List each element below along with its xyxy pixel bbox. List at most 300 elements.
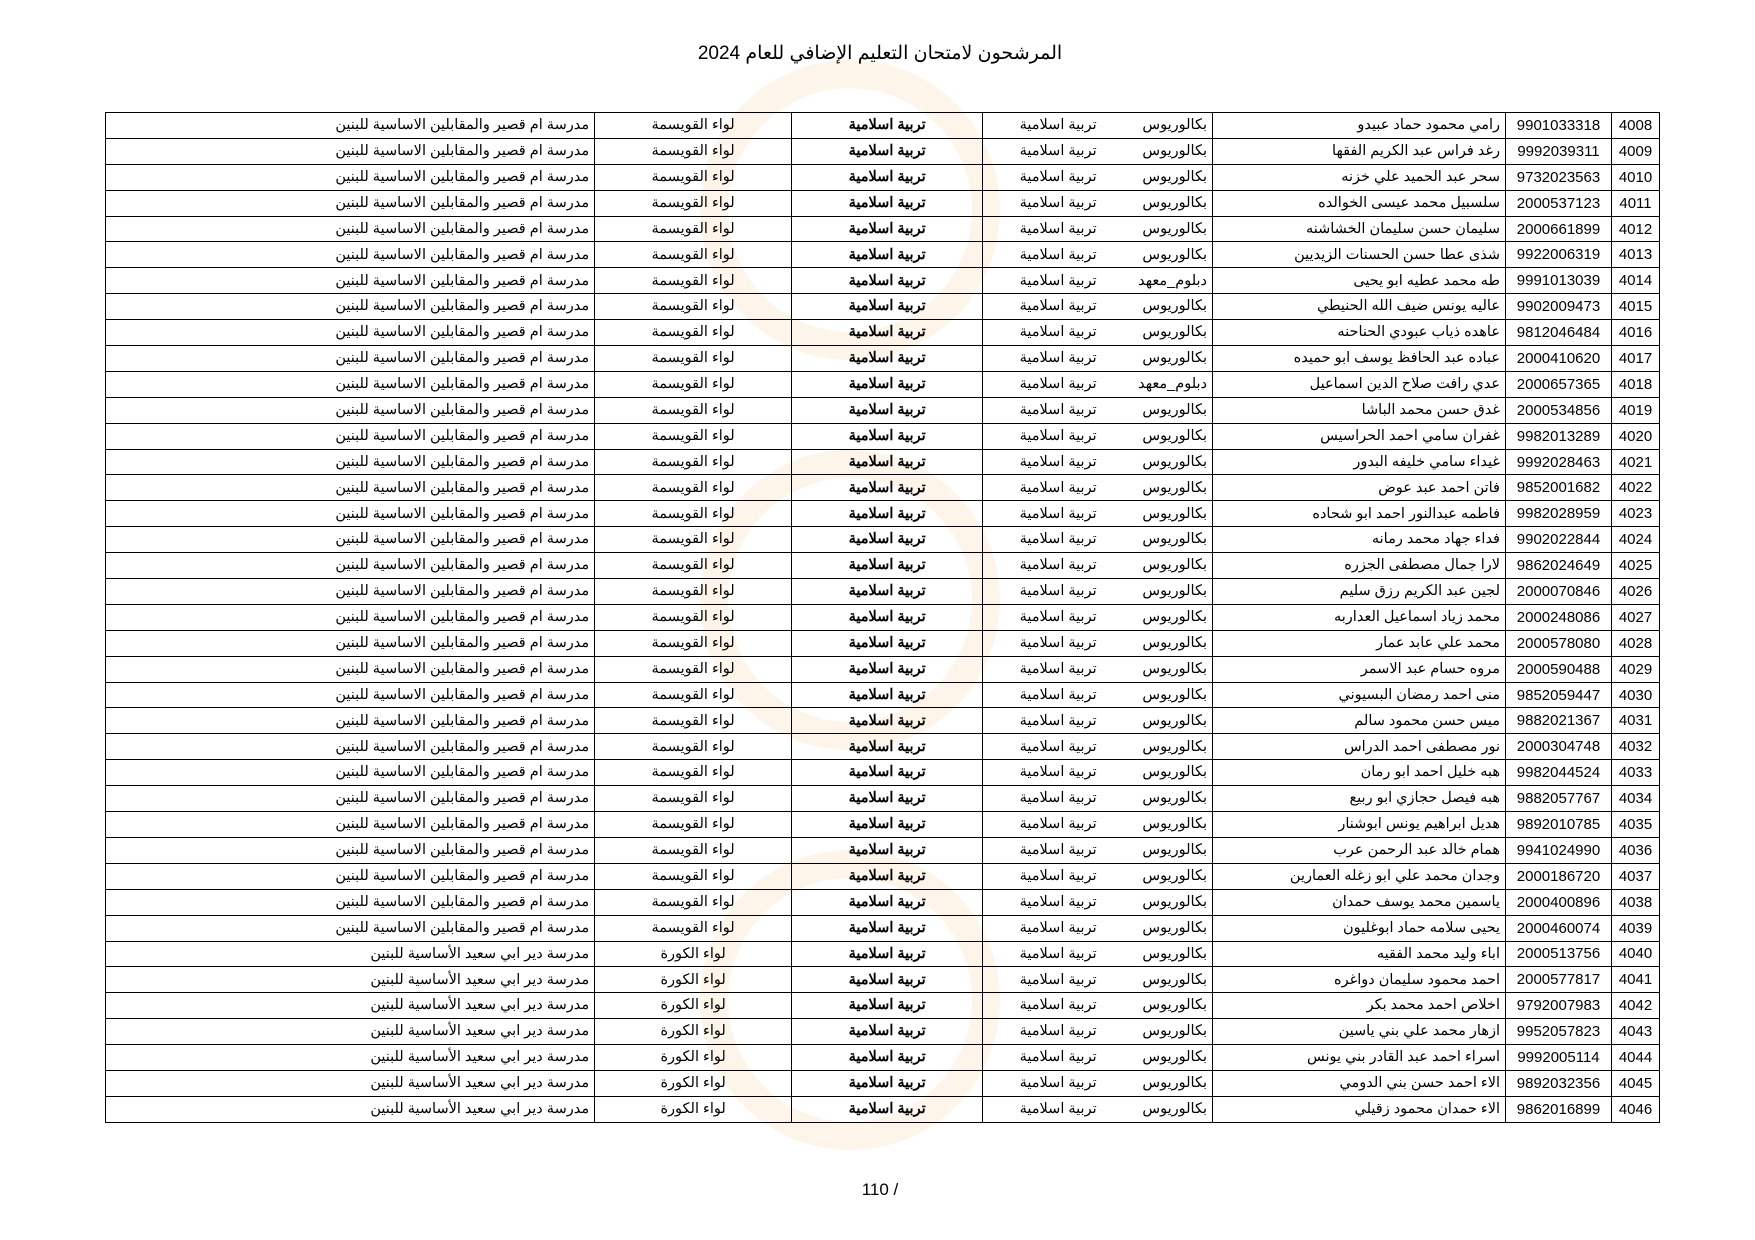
district-cell: لواء القويسمة — [595, 216, 792, 242]
district-cell: لواء القويسمة — [595, 734, 792, 760]
table-row — [106, 423, 1660, 449]
exam-subject-cell: تربية اسلامية — [792, 397, 983, 423]
national-id-cell: 9991013039 — [1506, 268, 1612, 294]
school-cell: مدرسة ام قصير والمقابلين الاساسية للبنين — [106, 242, 595, 268]
national-id-cell: 9882021367 — [1506, 708, 1612, 734]
national-id-cell: 2000590488 — [1506, 656, 1612, 682]
national-id-cell: 9862016899 — [1506, 1096, 1612, 1122]
table-row — [106, 294, 1660, 320]
national-id-cell: 2000578080 — [1506, 630, 1612, 656]
exam-subject-cell: تربية اسلامية — [792, 190, 983, 216]
specialization-cell: تربية اسلامية — [983, 1019, 1134, 1045]
district-cell: لواء القويسمة — [595, 294, 792, 320]
specialization-cell: تربية اسلامية — [983, 138, 1134, 164]
candidate-name-cell: غدق حسن محمد الباشا — [1213, 397, 1506, 423]
national-id-cell: 2000410620 — [1506, 346, 1612, 372]
qualification-cell: بكالوريوس — [1133, 760, 1212, 786]
district-cell: لواء القويسمة — [595, 268, 792, 294]
candidates-table — [105, 112, 1660, 1123]
row-number-cell: 4028 — [1612, 630, 1660, 656]
row-number-cell: 4027 — [1612, 604, 1660, 630]
national-id-cell: 2000304748 — [1506, 734, 1612, 760]
national-id-cell: 2000661899 — [1506, 216, 1612, 242]
exam-subject-cell: تربية اسلامية — [792, 138, 983, 164]
candidate-name-cell: وجدان محمد علي ابو زغله العمارين — [1213, 863, 1506, 889]
district-cell: لواء القويسمة — [595, 346, 792, 372]
table-row — [106, 346, 1660, 372]
specialization-cell: تربية اسلامية — [983, 993, 1134, 1019]
district-cell: لواء القويسمة — [595, 682, 792, 708]
district-cell: لواء القويسمة — [595, 475, 792, 501]
school-cell: مدرسة ام قصير والمقابلين الاساسية للبنين — [106, 760, 595, 786]
exam-subject-cell: تربية اسلامية — [792, 423, 983, 449]
row-number-cell: 4046 — [1612, 1096, 1660, 1122]
national-id-cell: 2000577817 — [1506, 967, 1612, 993]
qualification-cell: بكالوريوس — [1133, 423, 1212, 449]
candidate-name-cell: رامي محمود حماد عبيدو — [1213, 113, 1506, 139]
school-cell: مدرسة ام قصير والمقابلين الاساسية للبنين — [106, 579, 595, 605]
qualification-cell: بكالوريوس — [1133, 708, 1212, 734]
district-cell: لواء القويسمة — [595, 553, 792, 579]
specialization-cell: تربية اسلامية — [983, 708, 1134, 734]
row-number-cell: 4042 — [1612, 993, 1660, 1019]
candidate-name-cell: ميس حسن محمود سالم — [1213, 708, 1506, 734]
school-cell: مدرسة ام قصير والمقابلين الاساسية للبنين — [106, 164, 595, 190]
school-cell: مدرسة ام قصير والمقابلين الاساسية للبنين — [106, 294, 595, 320]
candidate-name-cell: الاء احمد حسن بني الدومي — [1213, 1070, 1506, 1096]
specialization-cell: تربية اسلامية — [983, 216, 1134, 242]
candidate-name-cell: عدي رافت صلاح الدين اسماعيل — [1213, 371, 1506, 397]
exam-subject-cell: تربية اسلامية — [792, 760, 983, 786]
candidate-name-cell: هديل ابراهيم يونس ابوشنار — [1213, 812, 1506, 838]
table-row — [106, 397, 1660, 423]
table-row — [106, 889, 1660, 915]
district-cell: لواء القويسمة — [595, 915, 792, 941]
exam-subject-cell: تربية اسلامية — [792, 941, 983, 967]
district-cell: لواء القويسمة — [595, 190, 792, 216]
row-number-cell: 4020 — [1612, 423, 1660, 449]
district-cell: لواء القويسمة — [595, 837, 792, 863]
table-row — [106, 863, 1660, 889]
candidate-name-cell: احمد محمود سليمان دواغره — [1213, 967, 1506, 993]
exam-subject-cell: تربية اسلامية — [792, 682, 983, 708]
row-number-cell: 4034 — [1612, 786, 1660, 812]
row-number-cell: 4017 — [1612, 346, 1660, 372]
qualification-cell: بكالوريوس — [1133, 190, 1212, 216]
specialization-cell: تربية اسلامية — [983, 1096, 1134, 1122]
candidate-name-cell: غيداء سامي خليفه البدور — [1213, 449, 1506, 475]
row-number-cell: 4031 — [1612, 708, 1660, 734]
table-row — [106, 604, 1660, 630]
table-row — [106, 1045, 1660, 1071]
exam-subject-cell: تربية اسلامية — [792, 630, 983, 656]
national-id-cell: 9922006319 — [1506, 242, 1612, 268]
exam-subject-cell: تربية اسلامية — [792, 113, 983, 139]
table-row — [106, 216, 1660, 242]
qualification-cell: بكالوريوس — [1133, 216, 1212, 242]
district-cell: لواء القويسمة — [595, 397, 792, 423]
school-cell: مدرسة دير ابي سعيد الأساسية للبنين — [106, 1096, 595, 1122]
qualification-cell: بكالوريوس — [1133, 579, 1212, 605]
school-cell: مدرسة دير ابي سعيد الأساسية للبنين — [106, 1070, 595, 1096]
specialization-cell: تربية اسلامية — [983, 967, 1134, 993]
exam-subject-cell: تربية اسلامية — [792, 786, 983, 812]
qualification-cell: بكالوريوس — [1133, 837, 1212, 863]
national-id-cell: 9982028959 — [1506, 501, 1612, 527]
exam-subject-cell: تربية اسلامية — [792, 734, 983, 760]
qualification-cell: بكالوريوس — [1133, 501, 1212, 527]
candidate-name-cell: ازهار محمد علي بني ياسين — [1213, 1019, 1506, 1045]
candidate-name-cell: رغد فراس عبد الكريم الفقها — [1213, 138, 1506, 164]
row-number-cell: 4024 — [1612, 527, 1660, 553]
candidate-name-cell: شذى عطا حسن الحسنات الزيديين — [1213, 242, 1506, 268]
qualification-cell: بكالوريوس — [1133, 164, 1212, 190]
national-id-cell: 2000248086 — [1506, 604, 1612, 630]
row-number-cell: 4036 — [1612, 837, 1660, 863]
specialization-cell: تربية اسلامية — [983, 268, 1134, 294]
qualification-cell: دبلوم_معهد — [1133, 371, 1212, 397]
table-row — [106, 915, 1660, 941]
national-id-cell: 9902022844 — [1506, 527, 1612, 553]
page-number: 110 / — [861, 1180, 899, 1199]
specialization-cell: تربية اسلامية — [983, 475, 1134, 501]
exam-subject-cell: تربية اسلامية — [792, 1096, 983, 1122]
specialization-cell: تربية اسلامية — [983, 397, 1134, 423]
district-cell: لواء القويسمة — [595, 242, 792, 268]
district-cell: لواء الكورة — [595, 993, 792, 1019]
national-id-cell: 9992039311 — [1506, 138, 1612, 164]
district-cell: لواء القويسمة — [595, 579, 792, 605]
row-number-cell: 4014 — [1612, 268, 1660, 294]
school-cell: مدرسة ام قصير والمقابلين الاساسية للبنين — [106, 863, 595, 889]
specialization-cell: تربية اسلامية — [983, 889, 1134, 915]
school-cell: مدرسة دير ابي سعيد الأساسية للبنين — [106, 967, 595, 993]
district-cell: لواء القويسمة — [595, 656, 792, 682]
national-id-cell: 9952057823 — [1506, 1019, 1612, 1045]
specialization-cell: تربية اسلامية — [983, 863, 1134, 889]
national-id-cell: 9901033318 — [1506, 113, 1612, 139]
school-cell: مدرسة ام قصير والمقابلين الاساسية للبنين — [106, 371, 595, 397]
qualification-cell: بكالوريوس — [1133, 475, 1212, 501]
qualification-cell: بكالوريوس — [1133, 1096, 1212, 1122]
qualification-cell: بكالوريوس — [1133, 1045, 1212, 1071]
table-row — [106, 1070, 1660, 1096]
national-id-cell: 2000537123 — [1506, 190, 1612, 216]
exam-subject-cell: تربية اسلامية — [792, 164, 983, 190]
specialization-cell: تربية اسلامية — [983, 1045, 1134, 1071]
qualification-cell: بكالوريوس — [1133, 449, 1212, 475]
school-cell: مدرسة ام قصير والمقابلين الاساسية للبنين — [106, 812, 595, 838]
row-number-cell: 4021 — [1612, 449, 1660, 475]
specialization-cell: تربية اسلامية — [983, 760, 1134, 786]
national-id-cell: 9792007983 — [1506, 993, 1612, 1019]
qualification-cell: بكالوريوس — [1133, 889, 1212, 915]
district-cell: لواء القويسمة — [595, 449, 792, 475]
national-id-cell: 2000460074 — [1506, 915, 1612, 941]
school-cell: مدرسة دير ابي سعيد الأساسية للبنين — [106, 993, 595, 1019]
table-row — [106, 812, 1660, 838]
row-number-cell: 4013 — [1612, 242, 1660, 268]
table-row — [106, 786, 1660, 812]
candidate-name-cell: اسراء احمد عبد القادر بني يونس — [1213, 1045, 1506, 1071]
candidate-name-cell: همام خالد عبد الرحمن عرب — [1213, 837, 1506, 863]
candidate-name-cell: لجين عبد الكريم رزق سليم — [1213, 579, 1506, 605]
candidate-name-cell: عاليه يونس ضيف الله الحنيطي — [1213, 294, 1506, 320]
specialization-cell: تربية اسلامية — [983, 812, 1134, 838]
qualification-cell: بكالوريوس — [1133, 527, 1212, 553]
national-id-cell: 9992005114 — [1506, 1045, 1612, 1071]
table-row — [106, 760, 1660, 786]
table-row — [106, 501, 1660, 527]
national-id-cell: 9852059447 — [1506, 682, 1612, 708]
national-id-cell: 9862024649 — [1506, 553, 1612, 579]
qualification-cell: بكالوريوس — [1133, 1070, 1212, 1096]
school-cell: مدرسة ام قصير والمقابلين الاساسية للبنين — [106, 320, 595, 346]
specialization-cell: تربية اسلامية — [983, 915, 1134, 941]
row-number-cell: 4022 — [1612, 475, 1660, 501]
specialization-cell: تربية اسلامية — [983, 501, 1134, 527]
exam-subject-cell: تربية اسلامية — [792, 346, 983, 372]
row-number-cell: 4035 — [1612, 812, 1660, 838]
school-cell: مدرسة ام قصير والمقابلين الاساسية للبنين — [106, 630, 595, 656]
national-id-cell: 9892032356 — [1506, 1070, 1612, 1096]
candidate-name-cell: لارا جمال مصطفى الجزره — [1213, 553, 1506, 579]
row-number-cell: 4010 — [1612, 164, 1660, 190]
district-cell: لواء القويسمة — [595, 527, 792, 553]
exam-subject-cell: تربية اسلامية — [792, 604, 983, 630]
qualification-cell: بكالوريوس — [1133, 138, 1212, 164]
table-row — [106, 190, 1660, 216]
candidate-name-cell: الاء حمدان محمود زقيلي — [1213, 1096, 1506, 1122]
candidate-name-cell: محمد علي عابد عمار — [1213, 630, 1506, 656]
candidate-name-cell: غفران سامي احمد الحراسيس — [1213, 423, 1506, 449]
exam-subject-cell: تربية اسلامية — [792, 268, 983, 294]
exam-subject-cell: تربية اسلامية — [792, 708, 983, 734]
table-row — [106, 1019, 1660, 1045]
qualification-cell: بكالوريوس — [1133, 786, 1212, 812]
qualification-cell: بكالوريوس — [1133, 346, 1212, 372]
district-cell: لواء الكورة — [595, 1096, 792, 1122]
national-id-cell: 2000657365 — [1506, 371, 1612, 397]
district-cell: لواء القويسمة — [595, 501, 792, 527]
school-cell: مدرسة دير ابي سعيد الأساسية للبنين — [106, 941, 595, 967]
candidate-name-cell: يحيى سلامه حماد ابوغليون — [1213, 915, 1506, 941]
row-number-cell: 4039 — [1612, 915, 1660, 941]
exam-subject-cell: تربية اسلامية — [792, 1045, 983, 1071]
national-id-cell: 9941024990 — [1506, 837, 1612, 863]
qualification-cell: بكالوريوس — [1133, 941, 1212, 967]
table-row — [106, 708, 1660, 734]
candidate-name-cell: فاطمه عبدالنور احمد ابو شحاده — [1213, 501, 1506, 527]
qualification-cell: بكالوريوس — [1133, 656, 1212, 682]
school-cell: مدرسة ام قصير والمقابلين الاساسية للبنين — [106, 656, 595, 682]
row-number-cell: 4016 — [1612, 320, 1660, 346]
candidate-name-cell: محمد زياد اسماعيل العداربه — [1213, 604, 1506, 630]
table-row — [106, 579, 1660, 605]
qualification-cell: بكالوريوس — [1133, 294, 1212, 320]
district-cell: لواء القويسمة — [595, 812, 792, 838]
school-cell: مدرسة ام قصير والمقابلين الاساسية للبنين — [106, 501, 595, 527]
school-cell: مدرسة دير ابي سعيد الأساسية للبنين — [106, 1019, 595, 1045]
row-number-cell: 4026 — [1612, 579, 1660, 605]
exam-subject-cell: تربية اسلامية — [792, 889, 983, 915]
qualification-cell: بكالوريوس — [1133, 242, 1212, 268]
row-number-cell: 4033 — [1612, 760, 1660, 786]
candidate-name-cell: ياسمين محمد يوسف حمدان — [1213, 889, 1506, 915]
school-cell: مدرسة ام قصير والمقابلين الاساسية للبنين — [106, 138, 595, 164]
district-cell: لواء القويسمة — [595, 320, 792, 346]
candidate-name-cell: فاتن احمد عبد عوض — [1213, 475, 1506, 501]
row-number-cell: 4019 — [1612, 397, 1660, 423]
specialization-cell: تربية اسلامية — [983, 786, 1134, 812]
district-cell: لواء القويسمة — [595, 630, 792, 656]
table-row — [106, 138, 1660, 164]
table-row — [106, 553, 1660, 579]
specialization-cell: تربية اسلامية — [983, 371, 1134, 397]
district-cell: لواء القويسمة — [595, 604, 792, 630]
qualification-cell: بكالوريوس — [1133, 604, 1212, 630]
school-cell: مدرسة ام قصير والمقابلين الاساسية للبنين — [106, 190, 595, 216]
table-row — [106, 837, 1660, 863]
national-id-cell: 2000534856 — [1506, 397, 1612, 423]
national-id-cell: 2000070846 — [1506, 579, 1612, 605]
candidate-name-cell: فداء جهاد محمد رمانه — [1213, 527, 1506, 553]
national-id-cell: 9982044524 — [1506, 760, 1612, 786]
school-cell: مدرسة ام قصير والمقابلين الاساسية للبنين — [106, 786, 595, 812]
row-number-cell: 4018 — [1612, 371, 1660, 397]
district-cell: لواء القويسمة — [595, 371, 792, 397]
school-cell: مدرسة دير ابي سعيد الأساسية للبنين — [106, 1045, 595, 1071]
specialization-cell: تربية اسلامية — [983, 604, 1134, 630]
national-id-cell: 9982013289 — [1506, 423, 1612, 449]
specialization-cell: تربية اسلامية — [983, 734, 1134, 760]
exam-subject-cell: تربية اسلامية — [792, 967, 983, 993]
district-cell: لواء القويسمة — [595, 164, 792, 190]
row-number-cell: 4015 — [1612, 294, 1660, 320]
table-row — [106, 993, 1660, 1019]
qualification-cell: بكالوريوس — [1133, 967, 1212, 993]
specialization-cell: تربية اسلامية — [983, 579, 1134, 605]
exam-subject-cell: تربية اسلامية — [792, 553, 983, 579]
table-row — [106, 164, 1660, 190]
row-number-cell: 4008 — [1612, 113, 1660, 139]
national-id-cell: 9992028463 — [1506, 449, 1612, 475]
candidate-name-cell: هبه فيصل حجازي ابو ربيع — [1213, 786, 1506, 812]
row-number-cell: 4012 — [1612, 216, 1660, 242]
candidate-name-cell: سحر عبد الحميد علي خزنه — [1213, 164, 1506, 190]
school-cell: مدرسة ام قصير والمقابلين الاساسية للبنين — [106, 889, 595, 915]
exam-subject-cell: تربية اسلامية — [792, 242, 983, 268]
specialization-cell: تربية اسلامية — [983, 682, 1134, 708]
candidate-name-cell: طه محمد عطيه ابو يحيى — [1213, 268, 1506, 294]
exam-subject-cell: تربية اسلامية — [792, 993, 983, 1019]
qualification-cell: بكالوريوس — [1133, 553, 1212, 579]
page-title: المرشحون لامتحان التعليم الإضافي للعام 2024 — [697, 43, 1063, 64]
qualification-cell: بكالوريوس — [1133, 682, 1212, 708]
district-cell: لواء القويسمة — [595, 708, 792, 734]
row-number-cell: 4040 — [1612, 941, 1660, 967]
specialization-cell: تربية اسلامية — [983, 320, 1134, 346]
table-row — [106, 682, 1660, 708]
exam-subject-cell: تربية اسلامية — [792, 371, 983, 397]
row-number-cell: 4009 — [1612, 138, 1660, 164]
row-number-cell: 4023 — [1612, 501, 1660, 527]
candidate-name-cell: هبه خليل احمد ابو رمان — [1213, 760, 1506, 786]
school-cell: مدرسة ام قصير والمقابلين الاساسية للبنين — [106, 113, 595, 139]
specialization-cell: تربية اسلامية — [983, 837, 1134, 863]
exam-subject-cell: تربية اسلامية — [792, 812, 983, 838]
specialization-cell: تربية اسلامية — [983, 1070, 1134, 1096]
qualification-cell: بكالوريوس — [1133, 734, 1212, 760]
national-id-cell: 9902009473 — [1506, 294, 1612, 320]
row-number-cell: 4025 — [1612, 553, 1660, 579]
exam-subject-cell: تربية اسلامية — [792, 449, 983, 475]
candidate-name-cell: سليمان حسن سليمان الخشاشنه — [1213, 216, 1506, 242]
candidate-name-cell: نور مصطفى احمد الدراس — [1213, 734, 1506, 760]
table-row — [106, 320, 1660, 346]
qualification-cell: بكالوريوس — [1133, 630, 1212, 656]
table-row — [106, 242, 1660, 268]
row-number-cell: 4038 — [1612, 889, 1660, 915]
exam-subject-cell: تربية اسلامية — [792, 320, 983, 346]
row-number-cell: 4043 — [1612, 1019, 1660, 1045]
school-cell: مدرسة ام قصير والمقابلين الاساسية للبنين — [106, 423, 595, 449]
national-id-cell: 2000186720 — [1506, 863, 1612, 889]
exam-subject-cell: تربية اسلامية — [792, 1019, 983, 1045]
table-row — [106, 630, 1660, 656]
row-number-cell: 4045 — [1612, 1070, 1660, 1096]
candidate-name-cell: مروه حسام عبد الاسمر — [1213, 656, 1506, 682]
district-cell: لواء الكورة — [595, 967, 792, 993]
district-cell: لواء الكورة — [595, 941, 792, 967]
school-cell: مدرسة ام قصير والمقابلين الاساسية للبنين — [106, 604, 595, 630]
school-cell: مدرسة ام قصير والمقابلين الاساسية للبنين — [106, 527, 595, 553]
specialization-cell: تربية اسلامية — [983, 941, 1134, 967]
table-row — [106, 527, 1660, 553]
qualification-cell: بكالوريوس — [1133, 812, 1212, 838]
specialization-cell: تربية اسلامية — [983, 294, 1134, 320]
district-cell: لواء القويسمة — [595, 113, 792, 139]
specialization-cell: تربية اسلامية — [983, 449, 1134, 475]
row-number-cell: 4044 — [1612, 1045, 1660, 1071]
qualification-cell: بكالوريوس — [1133, 993, 1212, 1019]
school-cell: مدرسة ام قصير والمقابلين الاساسية للبنين — [106, 553, 595, 579]
row-number-cell: 4037 — [1612, 863, 1660, 889]
district-cell: لواء القويسمة — [595, 760, 792, 786]
qualification-cell: بكالوريوس — [1133, 915, 1212, 941]
exam-subject-cell: تربية اسلامية — [792, 656, 983, 682]
exam-subject-cell: تربية اسلامية — [792, 475, 983, 501]
qualification-cell: دبلوم_معهد — [1133, 268, 1212, 294]
table-row — [106, 734, 1660, 760]
exam-subject-cell: تربية اسلامية — [792, 294, 983, 320]
national-id-cell: 2000513756 — [1506, 941, 1612, 967]
qualification-cell: بكالوريوس — [1133, 863, 1212, 889]
school-cell: مدرسة ام قصير والمقابلين الاساسية للبنين — [106, 216, 595, 242]
candidate-name-cell: عباده عبد الحافظ يوسف ابو حميده — [1213, 346, 1506, 372]
candidate-name-cell: سلسبيل محمد عيسى الخوالده — [1213, 190, 1506, 216]
school-cell: مدرسة ام قصير والمقابلين الاساسية للبنين — [106, 915, 595, 941]
national-id-cell: 2000400896 — [1506, 889, 1612, 915]
qualification-cell: بكالوريوس — [1133, 320, 1212, 346]
exam-subject-cell: تربية اسلامية — [792, 216, 983, 242]
national-id-cell: 9732023563 — [1506, 164, 1612, 190]
national-id-cell: 9852001682 — [1506, 475, 1612, 501]
specialization-cell: تربية اسلامية — [983, 190, 1134, 216]
exam-subject-cell: تربية اسلامية — [792, 527, 983, 553]
specialization-cell: تربية اسلامية — [983, 164, 1134, 190]
national-id-cell: 9882057767 — [1506, 786, 1612, 812]
